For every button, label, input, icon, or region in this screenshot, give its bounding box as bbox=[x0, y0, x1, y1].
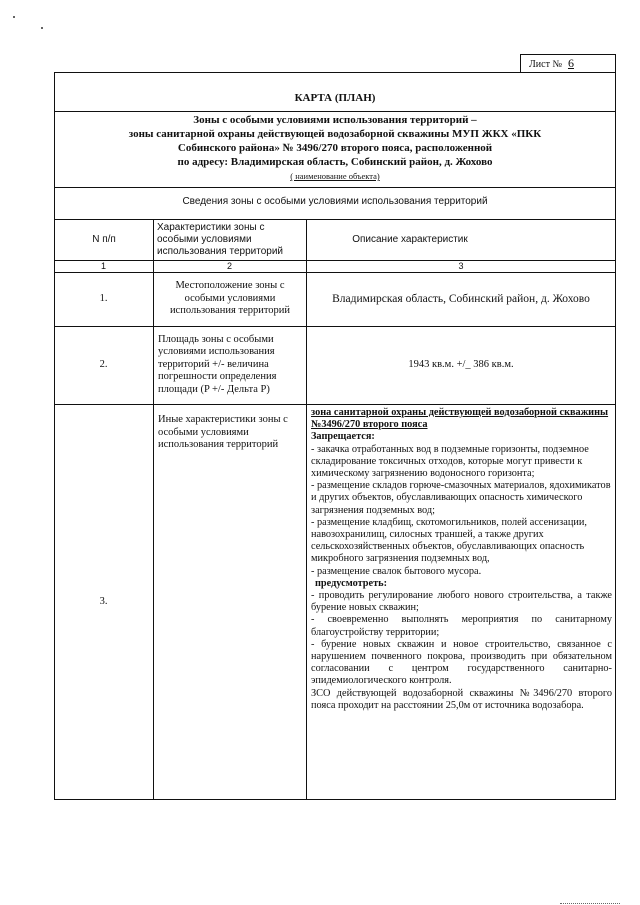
row-2-num: 2. bbox=[99, 358, 108, 370]
scan-speck bbox=[13, 16, 15, 18]
col-number-2: 2 bbox=[226, 261, 232, 271]
provide-label: предусмотреть: bbox=[315, 577, 388, 589]
header-num: N п/п bbox=[92, 234, 116, 245]
col-number-1: 1 bbox=[100, 261, 106, 271]
object-name-note: ( наименование объекта) bbox=[290, 171, 380, 181]
row-2-description: 1943 кв.м. +/_ 386 кв.м. bbox=[408, 358, 514, 370]
rule-under-title bbox=[54, 111, 616, 112]
zone-name: зона санитарной охраны действующей водозаборной скважины №3496/270 второго пояса bbox=[311, 407, 609, 431]
row-1-num: 1. bbox=[99, 292, 108, 304]
page-title: КАРТА (ПЛАН) bbox=[294, 92, 376, 104]
scan-edge-mark bbox=[560, 903, 620, 904]
col-divider-1 bbox=[153, 219, 154, 800]
prohibited-item: - закачка отработанных вод в подземные горизонты, подземное складирование токсичных отходов, которые могут привести к химическому загрязнению водоносного горизонта; bbox=[311, 443, 589, 480]
scan-speck bbox=[41, 27, 43, 29]
row-2-characteristic: Площадь зоны с особыми условиями использования территорий +/- величина погрешности определения площади (P +/- Дельта P) bbox=[158, 333, 277, 395]
zone-title-line-1: Зоны с особыми условиями использования территорий – bbox=[193, 114, 477, 126]
zone-title bbox=[60, 113, 610, 183]
row-1-description: Владимирская область, Собинский район, д. Жохово bbox=[332, 292, 590, 305]
col-number-3: 3 bbox=[458, 261, 464, 271]
prohibited-item: - размещение складов горюче-смазочных материалов, ядохимикатов и других объектов, обуславливающих опасность химического загрязнения подземных вод; bbox=[311, 480, 611, 516]
section-title: Сведения зоны с особыми условиями использования территорий bbox=[182, 196, 488, 207]
header-characteristic: Характеристики зоны с особыми условиями использования территорий bbox=[157, 222, 283, 257]
zone-title-line-2: зоны санитарной охраны действующей водозаборной скважины МУП ЖКХ «ПКК bbox=[128, 128, 542, 140]
sheet-label: Лист № bbox=[529, 59, 562, 70]
zone-title-line-4: по адресу: Владимирская область, Собинский район, д. Жохово bbox=[177, 156, 493, 168]
rule-under-zone bbox=[54, 187, 616, 188]
provide-item: - проводить регулирование любого нового строительства, а также бурение новых скважин; bbox=[311, 590, 612, 614]
prohibited-item: - размещение свалок бытового мусора. bbox=[311, 565, 482, 577]
rule-under-section bbox=[54, 219, 616, 220]
provide-item: - бурение новых скважин и новое строительство, связанное с нарушением почвенного покрова, производить при обязательном согласовании с центром государственного санитарно-эпидемиологического контроля. bbox=[311, 638, 612, 687]
zone-title-line-3: Собинского района» № 3496/270 второго пояса, расположенной bbox=[177, 142, 493, 154]
header-description: Описание характеристик bbox=[352, 234, 468, 245]
closing-text: ЗСО действующей водозаборной скважины №3496/270 второго пояса проходит на расстоянии 25,0м от источника водозабора. bbox=[311, 687, 612, 711]
prohibited-label: Запрещается: bbox=[311, 431, 375, 443]
row-3-description bbox=[311, 407, 612, 712]
prohibited-item: - размещение кладбищ, скотомогильников, полей ассенизации, навозохранилищ, силосных траншей, а также других сельскохозяйственных объектов, обуславливающих опасность микробного загрязнения подземных вод, bbox=[311, 516, 587, 565]
row-3-num: 3. bbox=[99, 595, 108, 607]
provide-item: - своевременно выполнять мероприятия по санитарному благоустройству территории; bbox=[311, 614, 612, 638]
row-1-characteristic: Местоположение зоны с особыми условиями использования территорий bbox=[169, 280, 291, 317]
sheet-number-box bbox=[520, 54, 616, 72]
row-3-characteristic: Иные характеристики зоны с особыми условиями использования территорий bbox=[158, 414, 288, 450]
sheet-number: 6 bbox=[567, 56, 574, 70]
